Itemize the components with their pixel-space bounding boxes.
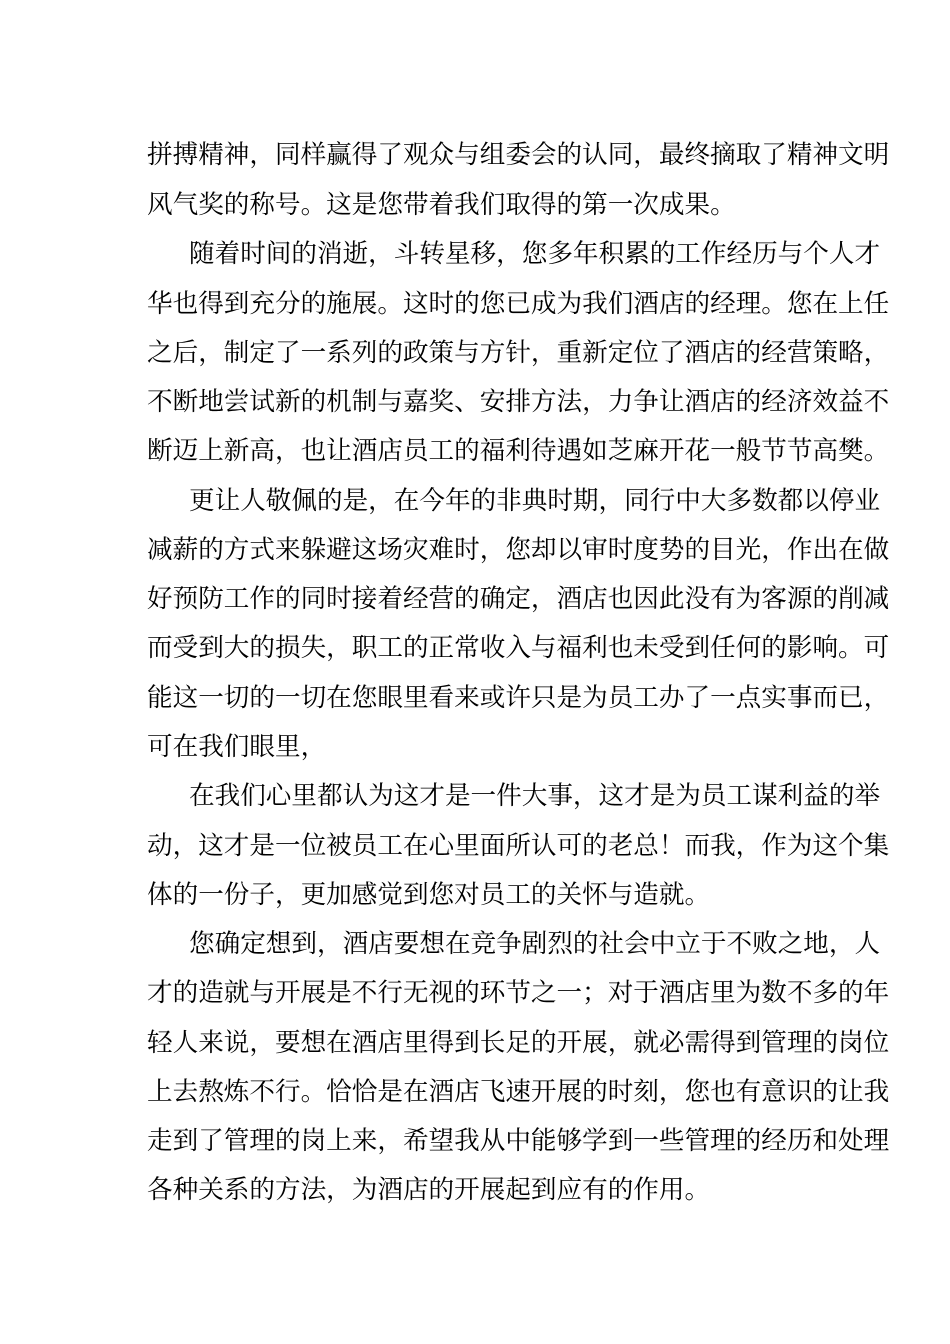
text-line: 更让人敬佩的是，在今年的非典时期，同行中大多数都以停业	[189, 486, 881, 516]
text-line: 上去熬炼不行。恰恰是在酒店飞速开展的时刻，您也有意识的让我	[147, 1077, 890, 1107]
text-line: 风气奖的称号。这是您带着我们取得的第一次成果。	[147, 190, 736, 220]
text-line: 不断地尝试新的机制与嘉奖、安排方法，力争让酒店的经济效益不	[147, 387, 890, 417]
text-line: 减薪的方式来躲避这场灾难时，您却以审时度势的目光，作出在做	[147, 535, 890, 565]
text-line: 各种关系的方法，为酒店的开展起到应有的作用。	[147, 1175, 711, 1205]
text-line: 走到了管理的岗上来，希望我从中能够学到一些管理的经历和处理	[147, 1126, 890, 1156]
text-line: 好预防工作的同时接着经营的确定，酒店也因此没有为客源的削减	[147, 584, 890, 614]
text-line: 随着时间的消逝，斗转星移，您多年积累的工作经历与个人才	[189, 239, 881, 269]
text-line: 您确定想到，酒店要想在竞争剧烈的社会中立于不败之地，人	[189, 929, 881, 959]
text-line: 而受到大的损失，职工的正常收入与福利也未受到任何的影响。可	[147, 633, 890, 663]
text-line: 体的一份子，更加感觉到您对员工的关怀与造就。	[147, 880, 711, 910]
text-line: 华也得到充分的施展。这时的您已成为我们酒店的经理。您在上任	[147, 289, 890, 319]
text-line: 才的造就与开展是不行无视的环节之一；对于酒店里为数不多的年	[147, 978, 890, 1008]
text-line: 拼搏精神，同样赢得了观众与组委会的认同，最终摘取了精神文明	[147, 140, 890, 170]
text-line: 断迈上新高，也让酒店员工的福利待遇如芝麻开花一般节节高樊。	[147, 436, 890, 466]
text-line: 可在我们眼里，	[147, 732, 327, 762]
text-line: 轻人来说，要想在酒店里得到长足的开展，就必需得到管理的岗位	[147, 1028, 890, 1058]
text-line: 之后，制定了一系列的政策与方针，重新定位了酒店的经营策略，	[147, 338, 890, 368]
text-line: 在我们心里都认为这才是一件大事，这才是为员工谋利益的举	[189, 781, 881, 811]
text-line: 动，这才是一位被员工在心里面所认可的老总！而我，作为这个集	[147, 831, 890, 861]
text-line: 能这一切的一切在您眼里看来或许只是为员工办了一点实事而已，	[147, 683, 890, 713]
